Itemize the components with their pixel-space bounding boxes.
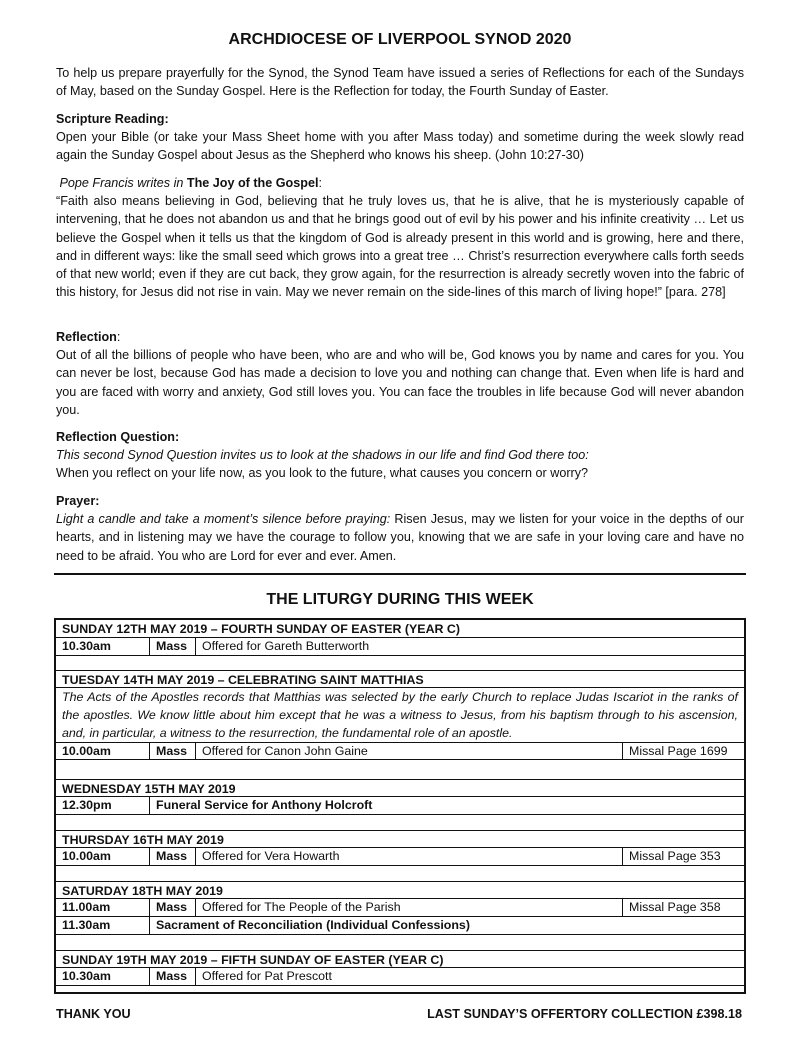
reflection-text: Out of all the billions of people who have been, who are and who will be, God knows you by name and cares for you. You can never be lost, because God has made a decision to love you and nothing can change that. Even when life is hard and you are faced with worry and anxiety, God still loves you. You can face the troubles in life because God will never abandon you. [56, 348, 744, 417]
service-intention: Offered for Gareth Butterworth [202, 639, 370, 653]
service-type: Mass [150, 968, 196, 985]
liturgy-day-thursday-16 [56, 830, 744, 866]
service-intention: Offered for The People of the Parish [202, 900, 401, 914]
intro-paragraph [56, 64, 744, 100]
service-type: Mass [150, 638, 196, 655]
day-heading: THURSDAY 16TH MAY 2019 [56, 830, 744, 848]
liturgy-day-tuesday-14 [56, 670, 744, 760]
service-type: Mass [150, 743, 196, 759]
liturgy-day-sunday-12 [56, 620, 744, 656]
service-intention: Funeral Service for Anthony Holcroft [156, 798, 373, 812]
service-row [56, 742, 744, 760]
liturgy-day-saturday-18 [56, 881, 744, 935]
scripture-text: Open your Bible (or take your Mass Sheet home with you after Mass today) and sometime during the week slowly read again the Sunday Gospel about Jesus as the Shepherd who knows his sheep. (John 10:27-30) [56, 130, 744, 163]
service-time: 11.30am [56, 917, 150, 934]
thank-you-text: THANK YOU [56, 1007, 131, 1021]
liturgy-day-sunday-19 [56, 950, 744, 986]
service-row [56, 899, 744, 917]
liturgy-table [54, 618, 746, 994]
service-intention: Offered for Canon John Gaine [202, 744, 368, 758]
service-time: 10.30am [56, 968, 150, 985]
service-row [56, 638, 744, 656]
day-description: The Acts of the Apostles records that Matthias was selected by the early Church to replace Judas Iscariot in the ranks of the apostles. We know little about him except that he was a witness to Jesus, from his baptism through to his ascension, and, in particular, a witness to the resurrection, the fundamental role of an apostle. [62, 690, 738, 740]
pope-lead: Pope Francis writes in [59, 176, 187, 190]
prayer-heading: Prayer: [56, 494, 100, 508]
question-heading: Reflection Question: [56, 430, 180, 444]
service-intention: Sacrament of Reconciliation (Individual Confessions) [156, 918, 470, 932]
missal-page: Missal Page 358 [622, 899, 744, 916]
reflection-colon: : [116, 330, 121, 344]
service-row [56, 797, 744, 815]
prayer-text: Risen Jesus, may we listen for your voice in the depths of our hearts, and in listening may we have the courage to follow you, knowing that we are safe in your loving care and have no need to be afraid. You who are Lord for ever and ever. Amen. [56, 512, 745, 563]
prayer-section [56, 492, 744, 565]
day-heading: TUESDAY 14TH MAY 2019 – CELEBRATING SAINT MATTHIAS [56, 670, 744, 688]
day-heading: SUNDAY 12TH MAY 2019 – FOURTH SUNDAY OF EASTER (YEAR C) [56, 620, 744, 638]
intro-text: To help us prepare prayerfully for the Synod, the Synod Team have issued a series of Reflections for each of the Sundays of May, based on the Sunday Gospel. Here is the Reflection for today, the Fourth Sunday of Easter. [56, 66, 744, 99]
reflection-heading: Reflection [56, 330, 117, 344]
service-intention: Offered for Pat Prescott [202, 969, 332, 983]
section-divider [54, 573, 746, 575]
reflection-section [56, 328, 744, 419]
offertory-collection: LAST SUNDAY’S OFFERTORY COLLECTION £398.18 [427, 1007, 742, 1021]
day-heading: SATURDAY 18TH MAY 2019 [56, 881, 744, 899]
service-time: 10.00am [56, 743, 150, 759]
service-type: Mass [150, 848, 196, 865]
pope-section [56, 174, 744, 301]
missal-page: Missal Page 353 [622, 848, 744, 865]
book-title: The Joy of the Gospel [186, 176, 319, 190]
service-time: 12.30pm [56, 797, 150, 814]
day-heading: WEDNESDAY 15TH MAY 2019 [56, 779, 744, 797]
question-italic: This second Synod Question invites us to look at the shadows in our life and find God there too: [56, 448, 589, 463]
service-row [56, 848, 744, 866]
scripture-section [56, 110, 744, 165]
pope-quote: “Faith also means believing in God, believing that he truly loves us, that he is alive, that he is mysteriously capable of intervening, that he does not abandon us and that he brings good out of evil by his power and his infinite creativity … Let us believe the Gospel when it tells us that the kingdom of God is already present in this world and is growing, here and there, and in different ways: like the small seed which grows into a great tree … Christ’s resurrection everywhere calls forth seeds of that new world; even if they are cut back, they grow again, for the resurrection is already secretly woven into the fabric of this history, for Jesus did not rise in vain. May we never remain on the side-lines of this march of living hope!” [para. 278] [56, 194, 744, 300]
service-time: 10.00am [56, 848, 150, 865]
prayer-italic: Light a candle and take a moment’s silence before praying: [56, 512, 391, 527]
service-type: Mass [150, 899, 196, 916]
service-intention: Offered for Vera Howarth [202, 849, 340, 863]
service-time: 11.00am [56, 899, 150, 916]
question-section [56, 428, 744, 483]
service-time: 10.30am [56, 638, 150, 655]
liturgy-day-wednesday-15 [56, 779, 744, 815]
pope-colon: : [318, 176, 322, 190]
service-row [56, 968, 744, 986]
missal-page: Missal Page 1699 [622, 743, 744, 759]
page-title: ARCHDIOCESE OF LIVERPOOL SYNOD 2020 [228, 31, 572, 48]
liturgy-title: THE LITURGY DURING THIS WEEK [266, 591, 534, 608]
question-text: When you reflect on your life now, as you look to the future, what causes you concern or worry? [56, 466, 589, 481]
day-heading: SUNDAY 19TH MAY 2019 – FIFTH SUNDAY OF EASTER (YEAR C) [56, 950, 744, 968]
scripture-heading: Scripture Reading: [56, 112, 169, 126]
service-row [56, 917, 744, 935]
